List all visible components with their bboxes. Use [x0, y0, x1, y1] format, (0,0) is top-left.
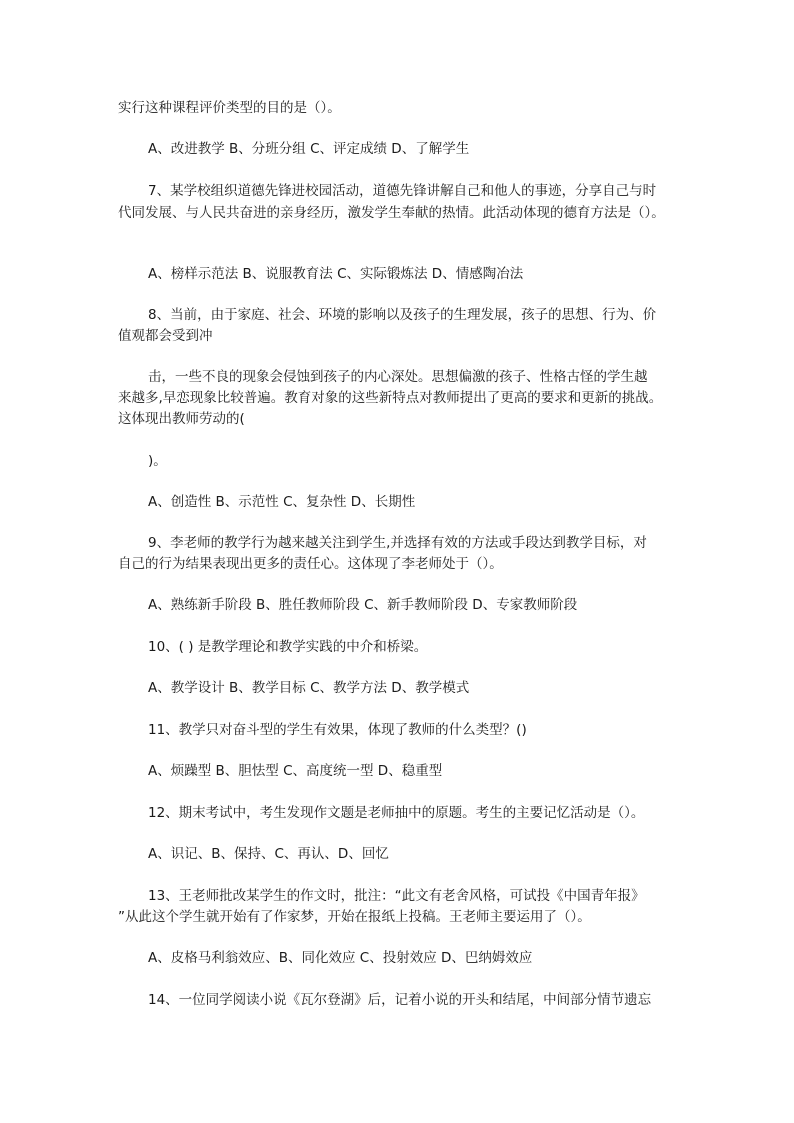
- question-8-options: A、创造性 B、示范性 C、复杂性 D、长期性: [148, 494, 416, 510]
- question-11-options: A、烦躁型 B、胆怯型 C、高度统一型 D、稳重型: [148, 763, 443, 779]
- question-11-stem: 11、教学只对奋斗型的学生有效果，体现了教师的什么类型？(): [148, 722, 527, 738]
- question-13-options: A、皮格马利翁效应、B、同化效应 C、投射效应 D、巴纳姆效应: [148, 950, 533, 966]
- question-7-stem-line-2: 代同发展、与人民共奋进的亲身经历，激发学生奉献的热情。此活动体现的德育方法是（）。: [118, 205, 665, 221]
- question-8-stem-line-2: 值观都会受到冲: [118, 328, 213, 344]
- question-8-stem-line-4: 来越多,早恋现象比较普遍。教育对象的这些新特点对教师提出了更高的要求和更新的挑战。: [118, 390, 663, 406]
- question-9-options: A、熟练新手阶段 B、胜任教师阶段 C、新手教师阶段 D、专家教师阶段: [148, 597, 578, 613]
- question-12-options: A、识记、B、保持、C、再认、D、回忆: [148, 846, 389, 862]
- question-9-stem-line-2: 自己的行为结果表现出更多的责任心。这体现了李老师处于（）。: [118, 556, 503, 572]
- question-7-stem-line-1: 7、某学校组织道德先锋进校园活动，道德先锋讲解自己和他人的事迹，分享自己与时: [148, 183, 657, 199]
- question-13-stem-line-2: ”从此这个学生就开始有了作家梦，开始在报纸上投稿。王老师主要运用了（）。: [118, 909, 591, 925]
- question-14-stem-line-1: 14、一位同学阅读小说《瓦尔登湖》后，记着小说的开头和结尾，中间部分情节遗忘: [148, 992, 652, 1008]
- question-8-stem-line-1: 8、当前，由于家庭、社会、环境的影响以及孩子的生理发展，孩子的思想、行为、价: [148, 307, 657, 323]
- question-8-stem-line-5: 这体现出教师劳动的(: [118, 411, 245, 427]
- question-9-stem-line-1: 9、李老师的教学行为越来越关注到学生,并选择有效的方法或手段达到教学目标，对: [148, 535, 647, 551]
- question-10-options: A、教学设计 B、教学目标 C、教学方法 D、教学模式: [148, 680, 470, 696]
- question-13-stem-line-1: 13、王老师批改某学生的作文时，批注：“此文有老舍风格，可试投《中国青年报》: [148, 888, 645, 904]
- question-7-options: A、榜样示范法 B、说服教育法 C、实际锻炼法 D、情感陶冶法: [148, 266, 524, 282]
- question-10-stem: 10、( ) 是教学理论和教学实践的中介和桥梁。: [148, 639, 428, 655]
- question-6-options: A、改进教学 B、分班分组 C、评定成绩 D、了解学生: [148, 141, 470, 157]
- question-8-stem-line-6: )。: [148, 453, 167, 469]
- question-12-stem: 12、期末考试中，考生发现作文题是老师抽中的原题。考生的主要记忆活动是（）。: [148, 805, 645, 821]
- question-8-stem-line-3: 击，一些不良的现象会侵蚀到孩子的内心深处。思想偏激的孩子、性格古怪的学生越: [148, 369, 648, 385]
- question-6-stem-tail: 实行这种课程评价类型的目的是（）。: [118, 100, 341, 116]
